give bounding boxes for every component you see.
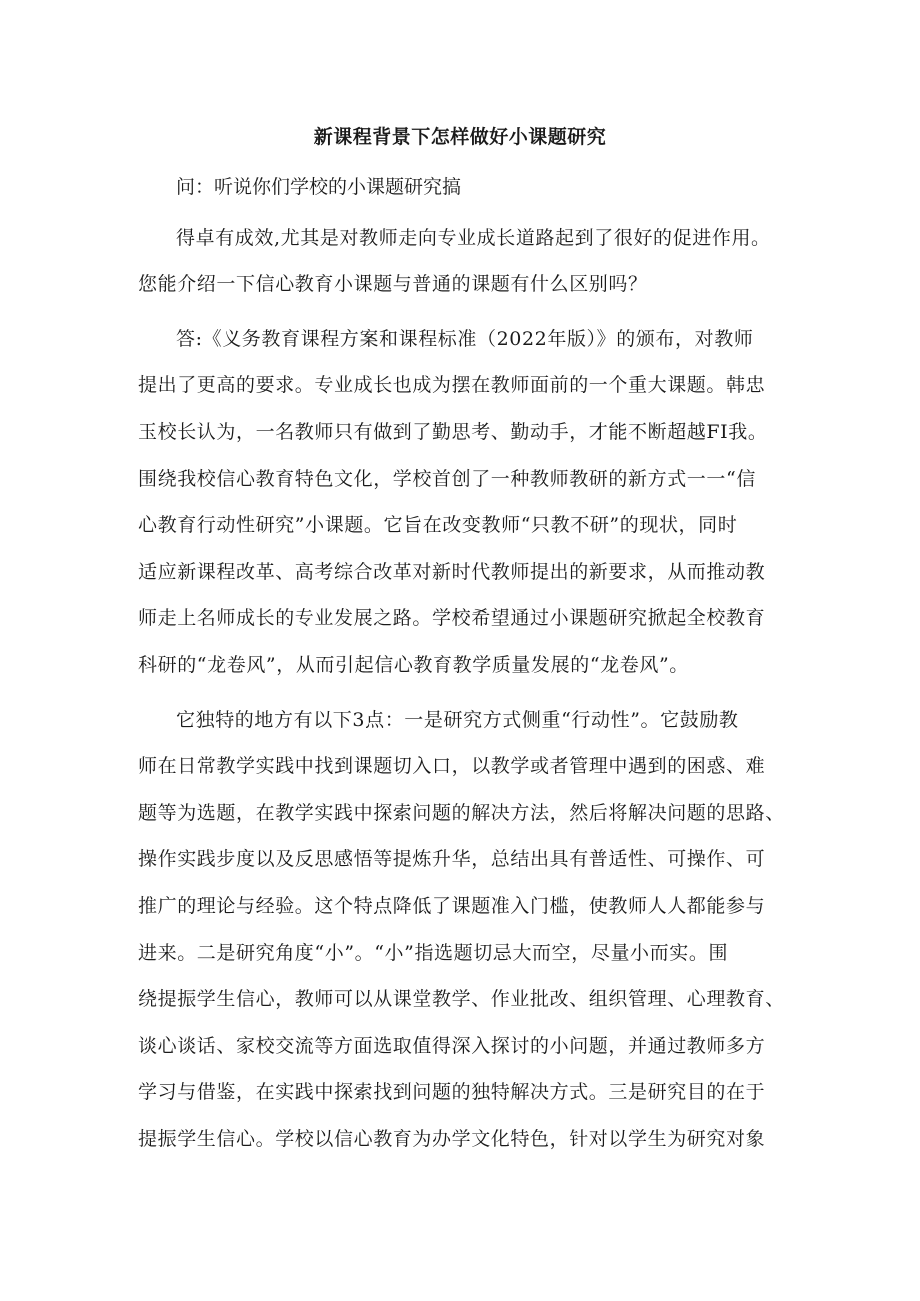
answer-line: 围绕我校信心教育特色文化，学校首创了一种教师教研的新方式一一“信 — [138, 467, 756, 490]
answer-line: 谈心谈话、家校交流等方面选取值得深入探讨的小问题，并通过教师多方 — [138, 1034, 766, 1057]
answer-line: 适应新课程改革、高考综合改革对新时代教师提出的新要求，从而推动教 — [138, 560, 766, 583]
question-line: 问：听说你们学校的小课题研究搞 — [176, 176, 462, 198]
answer-line: 进来。二是研究角度“小”。“小”指选题切忌大而空，尽量小而实。围 — [138, 941, 729, 964]
answer-line: 科研的“龙卷风”，从而引起信心教育教学质量发展的“龙卷风”。 — [138, 653, 689, 676]
answer-line: 心教育行动性研究”小课题。它旨在改变教师“只教不研”的现状，同时 — [138, 514, 738, 537]
document-body — [138, 164, 798, 1162]
answer-line: 绕提振学生信心，教师可以从课堂教学、作业批改、组织管理、心理教育、 — [138, 988, 785, 1011]
answer-line: 提振学生信心。学校以信心教育为办学文化特色，针对以学生为研究对象 — [138, 1127, 766, 1150]
question-line: 您能介绍一下信心教育小课题与普通的课题有什么区别吗？ — [138, 273, 648, 296]
answer-line: 师在日常教学实践中找到课题切入口，以教学或者管理中遇到的困惑、难 — [138, 755, 766, 778]
answer-line: 师走上名师成长的专业发展之路。学校希望通过小课题研究掀起全校教育 — [138, 607, 766, 630]
answer-line: 玉校长认为，一名教师只有做到了勤思考、勤动手，才能不断超越FI我。 — [138, 420, 768, 443]
answer-line: 它独特的地方有以下3点：一是研究方式侧重“行动性”。它鼓励教 — [176, 708, 739, 731]
answer-line: 提出了更高的要求。专业成长也成为摆在教师面前的一个重大课题。韩忠 — [138, 374, 766, 397]
question-line: 得卓有成效,尤其是对教师走向专业成长道路起到了很好的促进作用。 — [176, 226, 771, 249]
document-title: 新课程背景下怎样做好小课题研究 — [313, 126, 607, 148]
answer-line: 推广的理论与经验。这个特点降低了课题准入门槛，使教师人人都能参与 — [138, 894, 766, 917]
answer-line: 操作实践步度以及反思感悟等提炼升华，总结出具有普适性、可操作、可 — [138, 848, 766, 871]
answer-line: 题等为选题，在教学实践中探索问题的解决方法，然后将解决问题的思路、 — [138, 801, 785, 824]
answer-line: 学习与借鉴，在实践中探索找到问题的独特解决方式。三是研究目的在于 — [138, 1081, 766, 1104]
answer-line: 答:《义务教育课程方案和课程标准（2022年版）》的颁布，对教师 — [176, 327, 754, 350]
